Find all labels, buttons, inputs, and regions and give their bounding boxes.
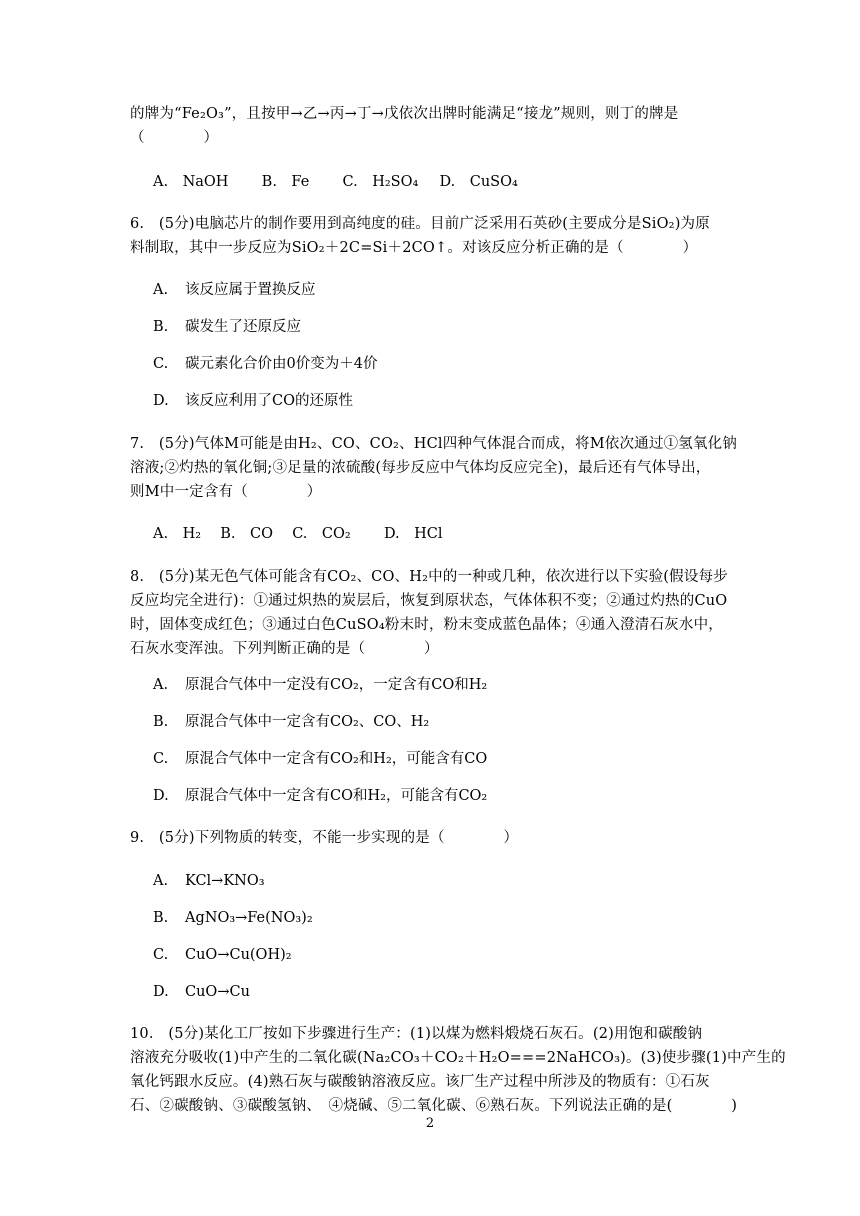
- q8-option-a[interactable]: [153, 675, 487, 695]
- q5-options-row: [153, 172, 518, 192]
- q9-option-a[interactable]: [153, 871, 265, 891]
- q10-stem-line-1: 10. (5分)某化工厂按如下步骤进行生产：(1)以煤为燃料煅烧石灰石。(2)用饱和碳酸钠: [130, 1026, 703, 1042]
- q5-text-line-2: （ ）: [130, 130, 219, 146]
- q6-option-c[interactable]: [153, 354, 377, 374]
- q6-option-b-text: 碳发生了还原反应: [185, 319, 301, 335]
- q6-option-b[interactable]: [153, 317, 301, 337]
- q8-stem-line-3: 时，固体变成红色；③通过白色CuSO₄粉末时，粉末变成蓝色晶体；④通入澄清石灰水中，: [130, 617, 723, 633]
- q6-option-a-letter: A.: [153, 282, 169, 298]
- q7-option-b[interactable]: B. CO: [220, 526, 274, 542]
- q6-option-a-text: 该反应属于置换反应: [185, 282, 316, 298]
- q6-option-a[interactable]: [153, 280, 316, 300]
- q8-option-b-text: 原混合气体中一定含有CO₂、CO、H₂: [185, 714, 430, 730]
- q9-option-b-letter: B.: [153, 910, 169, 926]
- page-number: 2: [425, 1116, 435, 1131]
- q5-option-b[interactable]: B. Fe: [261, 174, 310, 190]
- q9-option-c-text: CuO→Cu(OH)₂: [185, 947, 292, 963]
- q9-option-a-letter: A.: [153, 873, 169, 889]
- q8-option-c-letter: C.: [153, 751, 169, 767]
- q6-stem-line-1: 6. (5分)电脑芯片的制作要用到高纯度的硅。目前广泛采用石英砂(主要成分是SiO₂)为原: [130, 216, 710, 232]
- q9-option-c-letter: C.: [153, 947, 169, 963]
- q6-stem-line-2: 料制取，其中一步反应为SiO₂＋2C=Si＋2CO↑。对该反应分析正确的是（ ）: [130, 240, 698, 256]
- q5-text-line-1: 的牌为“Fe₂O₃”，且按甲→乙→丙→丁→戊依次出牌时能满足“接龙”规则，则丁的牌是: [130, 106, 679, 122]
- q10-stem-line-3: 氧化钙跟水反应。(4)熟石灰与碳酸钠溶液反应。该厂生产过程中所涉及的物质有：①石灰: [130, 1074, 710, 1090]
- q9-option-d-text: CuO→Cu: [185, 984, 250, 1000]
- q9-stem-line-1: 9. (5分)下列物质的转变，不能一步实现的是（ ）: [130, 830, 519, 846]
- q9-option-c[interactable]: [153, 945, 292, 965]
- q5-option-a[interactable]: A. NaOH: [153, 174, 229, 190]
- q9-option-d-letter: D.: [153, 984, 169, 1000]
- q9-option-d[interactable]: [153, 982, 250, 1002]
- q8-stem-line-2: 反应均完全进行)：①通过炽热的炭层后，恢复到原状态，气体体积不变；②通过灼热的CuO: [130, 593, 728, 609]
- q10-stem-line-4: 石、②碳酸钠、③碳酸氢钠、 ④烧碱、⑤二氧化碳、⑥熟石灰。下列说法正确的是( ): [130, 1098, 738, 1114]
- q8-option-b[interactable]: [153, 712, 429, 732]
- q7-stem-line-3: 则M中一定含有（ ）: [130, 484, 322, 500]
- q9-option-a-text: KCl→KNO₃: [185, 873, 265, 889]
- q5-option-d[interactable]: D. CuSO₄: [439, 174, 518, 190]
- q6-option-d-text: 该反应利用了CO的还原性: [185, 393, 353, 409]
- q7-stem-line-1: 7. (5分)气体M可能是由H₂、CO、CO₂、HCl四种气体混合而成，将M依次通过①氢氧化钠: [130, 436, 738, 452]
- q8-option-a-text: 原混合气体中一定没有CO₂，一定含有CO和H₂: [185, 677, 488, 693]
- q8-option-b-letter: B.: [153, 714, 169, 730]
- q7-option-c[interactable]: C. CO₂: [292, 526, 351, 542]
- q5-option-c[interactable]: C. H₂SO₄: [342, 174, 419, 190]
- q6-option-b-letter: B.: [153, 319, 169, 335]
- q7-option-d[interactable]: D. HCl: [383, 526, 443, 542]
- q6-option-d[interactable]: [153, 391, 353, 411]
- q9-option-b-text: AgNO₃→Fe(NO₃)₂: [185, 910, 313, 926]
- q8-option-d-text: 原混合气体中一定含有CO和H₂，可能含有CO₂: [185, 788, 488, 804]
- q8-option-c[interactable]: [153, 749, 487, 769]
- q8-stem-line-4: 石灰水变浑浊。下列判断正确的是（ ）: [130, 641, 439, 657]
- q8-option-a-letter: A.: [153, 677, 169, 693]
- q8-option-d-letter: D.: [153, 788, 169, 804]
- q6-option-c-letter: C.: [153, 356, 169, 372]
- q6-option-c-text: 碳元素化合价由0价变为＋4价: [185, 356, 378, 372]
- q10-stem-line-2: 溶液充分吸收(1)中产生的二氧化碳(Na₂CO₃＋CO₂＋H₂O===2NaHCO₃)。(3)使步骤(1)中产生的: [130, 1050, 786, 1066]
- q7-option-a[interactable]: A. H₂: [153, 526, 202, 542]
- q8-option-c-text: 原混合气体中一定含有CO₂和H₂，可能含有CO: [185, 751, 488, 767]
- q8-stem-line-1: 8. (5分)某无色气体可能含有CO₂、CO、H₂中的一种或几种，依次进行以下实验(假设每步: [130, 569, 728, 585]
- q6-option-d-letter: D.: [153, 393, 169, 409]
- q9-option-b[interactable]: [153, 908, 313, 928]
- q7-stem-line-2: 溶液;②灼热的氧化铜;③足量的浓硫酸(每步反应中气体均反应完全)，最后还有气体导出，: [130, 460, 711, 476]
- q8-option-d[interactable]: [153, 786, 487, 806]
- q7-options-row: [153, 524, 443, 544]
